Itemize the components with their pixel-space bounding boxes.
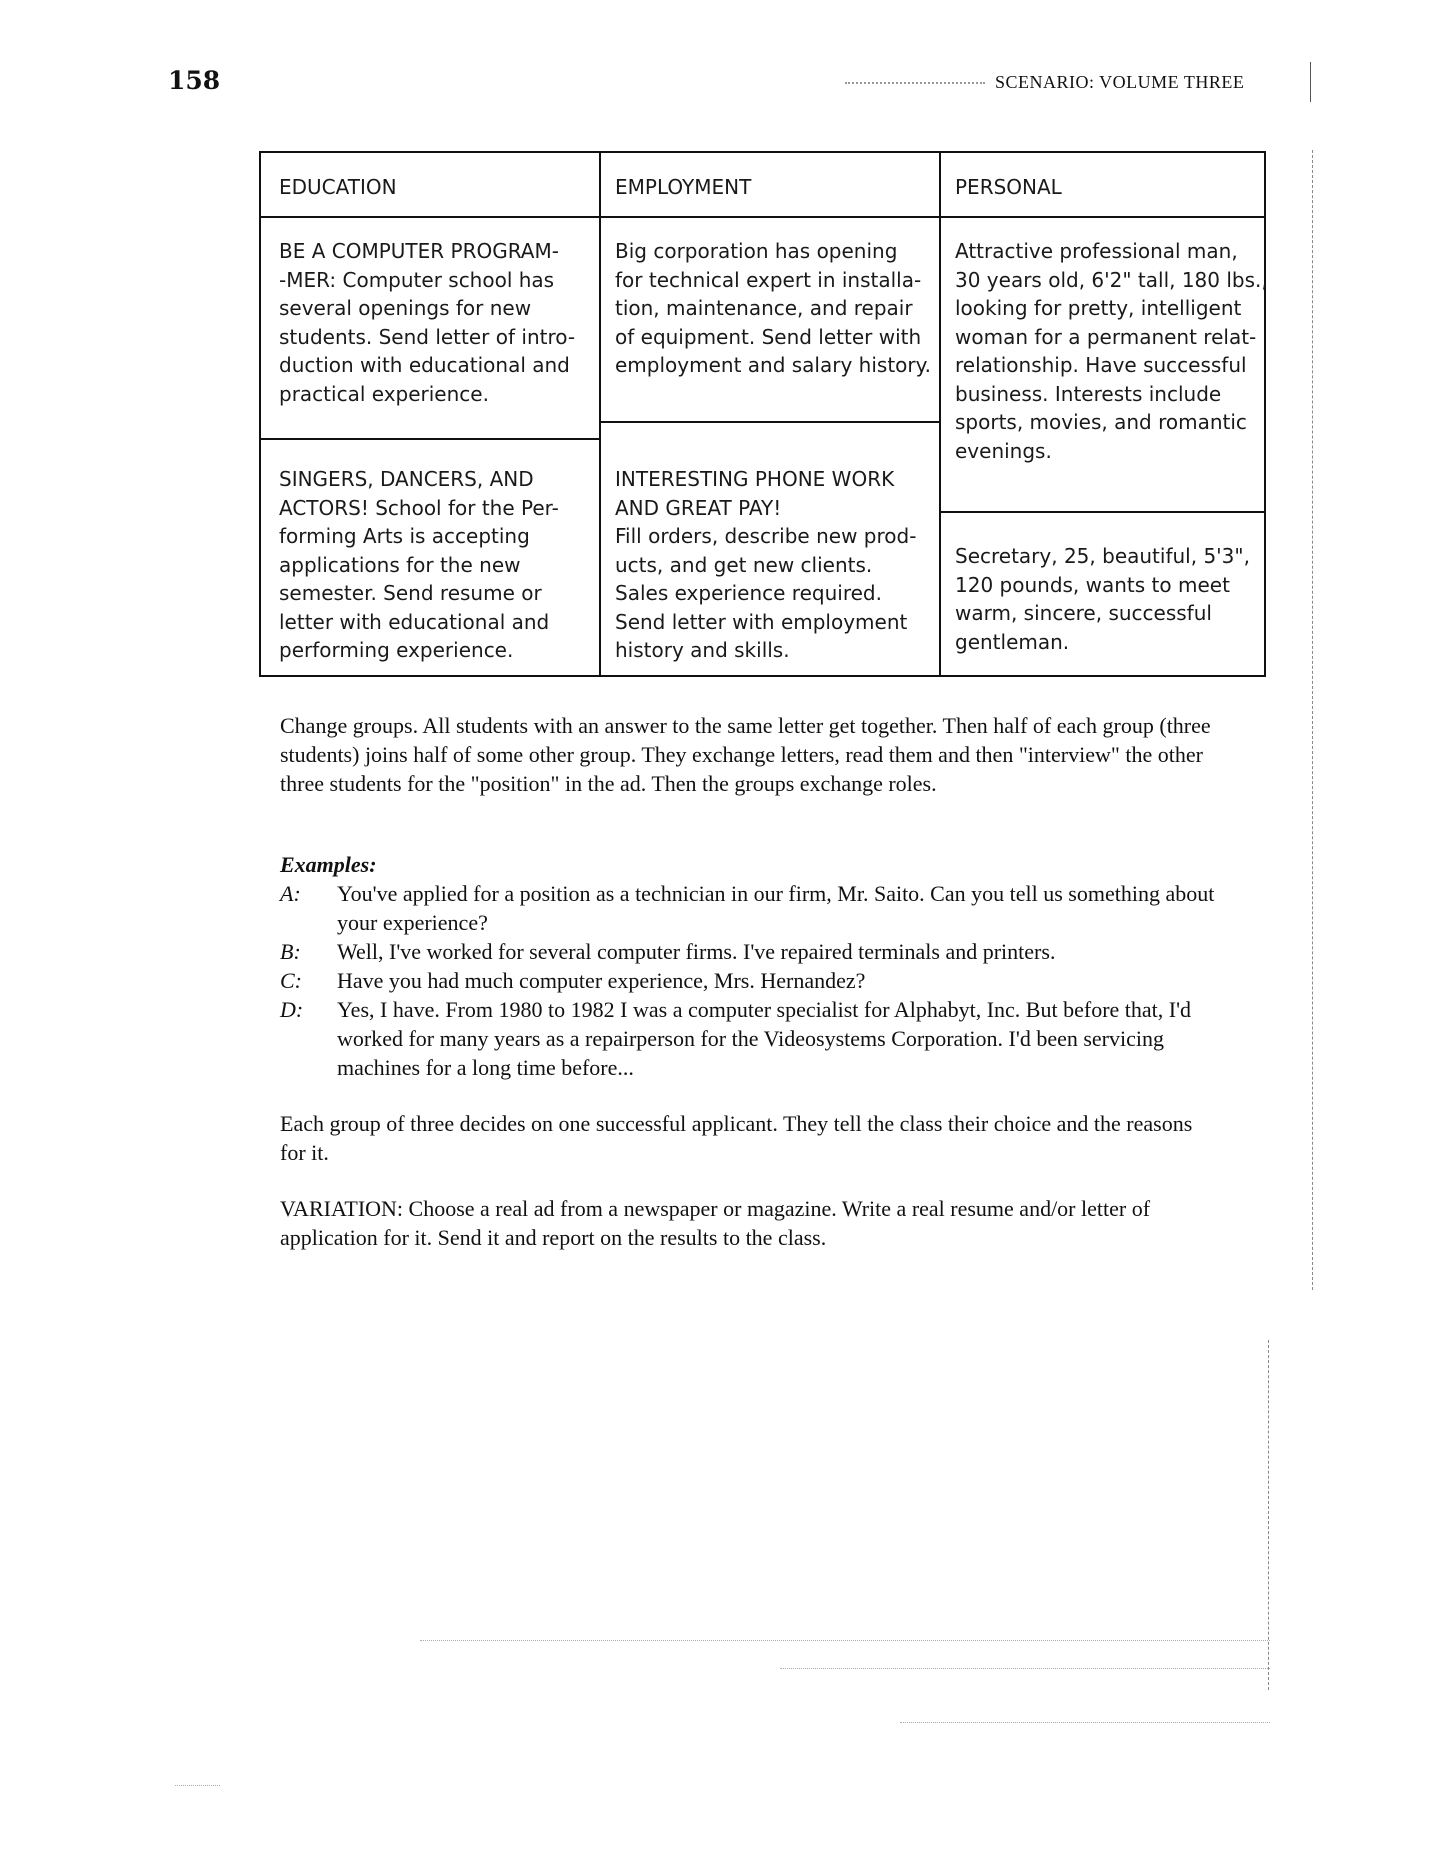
ad-performing-arts: SINGERS, DANCERS, AND ACTORS! School for the Per- forming Arts is accepting applications for the new semester. Send resume or letter with educational and performing experience.	[279, 467, 559, 662]
speaker-label: D:	[280, 997, 304, 1022]
example-line	[280, 879, 1240, 937]
example-text: Yes, I have. From 1980 to 1982 I was a computer specialist for Alphabyt, Inc. But before that, I'd worked for many years as a repairperson for the Videosystems Corporation. I'd been servicing machines for a long time before...	[337, 997, 1192, 1080]
page-number: 158	[168, 66, 221, 95]
classified-ads-table	[259, 151, 1266, 677]
example-text: Well, I've worked for several computer firms. I've repaired terminals and printers.	[337, 939, 1056, 964]
ad-technical-expert: Big corporation has opening for technical expert in installa- tion, maintenance, and repair of equipment. Send letter with employment and salary history.	[615, 239, 931, 377]
speaker-label: A:	[280, 881, 301, 906]
education-header: EDUCATION	[279, 175, 397, 199]
ad-computer-programmer: BE A COMPUTER PROGRAM- -MER: Computer school has several openings for new students. Send letter of intro- duction with educational and practical experience.	[279, 239, 576, 406]
speaker-label: B:	[280, 939, 301, 964]
education-divider	[261, 438, 599, 440]
column-divider	[939, 153, 941, 675]
ad-professional-man: Attractive professional man, 30 years old, 6'2" tall, 180 lbs., looking for pretty, intelligent woman for a permanent relat- relationship. Have successful business. Interests include sports, movies, and romantic evenings.	[955, 239, 1268, 463]
column-divider	[599, 153, 601, 675]
each-group-paragraph: Each group of three decides on one successful applicant. They tell the class their choice and the reasons for it.	[280, 1111, 1193, 1165]
speaker-label: C:	[280, 968, 302, 993]
scan-edge-mark	[1312, 150, 1313, 1290]
header-dots	[845, 82, 985, 84]
example-line	[280, 995, 1240, 1082]
example-text: Have you had much computer experience, Mrs. Hernandez?	[337, 968, 866, 993]
ad-secretary: Secretary, 25, beautiful, 5'3", 120 pounds, wants to meet warm, sincere, successful gentleman.	[955, 544, 1250, 654]
employment-header: EMPLOYMENT	[615, 175, 752, 199]
running-head: SCENARIO: VOLUME THREE	[995, 72, 1245, 92]
personal-header: PERSONAL	[955, 175, 1062, 199]
employment-divider	[599, 421, 939, 423]
personal-divider	[939, 511, 1264, 513]
example-line	[280, 937, 1240, 966]
scan-noise	[780, 1668, 1270, 1669]
header-divider	[261, 216, 1264, 218]
scan-noise	[900, 1722, 1270, 1723]
ad-phone-work: INTERESTING PHONE WORK AND GREAT PAY! Fill orders, describe new prod- ucts, and get new clients. Sales experience required. Send letter with employment history and skills.	[615, 467, 917, 662]
examples-section	[280, 850, 1240, 1082]
scan-edge-mark	[1268, 1340, 1269, 1690]
scan-noise	[175, 1785, 220, 1786]
example-line	[280, 966, 1240, 995]
header-rule	[1310, 62, 1311, 102]
variation-paragraph: VARIATION: Choose a real ad from a newspaper or magazine. Write a real resume and/or letter of application for it. Send it and report on the results to the class.	[280, 1196, 1151, 1250]
scan-noise	[420, 1640, 1270, 1641]
examples-title: Examples:	[280, 852, 377, 877]
change-groups-paragraph: Change groups. All students with an answer to the same letter get together. Then half of each group (three students) joins half of some other group. They exchange letters, read them and then "interview" the other three students for the "position" in the ad. Then the groups exchange roles.	[280, 713, 1211, 796]
example-text: You've applied for a position as a technician in our firm, Mr. Saito. Can you tell us something about your experience?	[337, 881, 1215, 935]
